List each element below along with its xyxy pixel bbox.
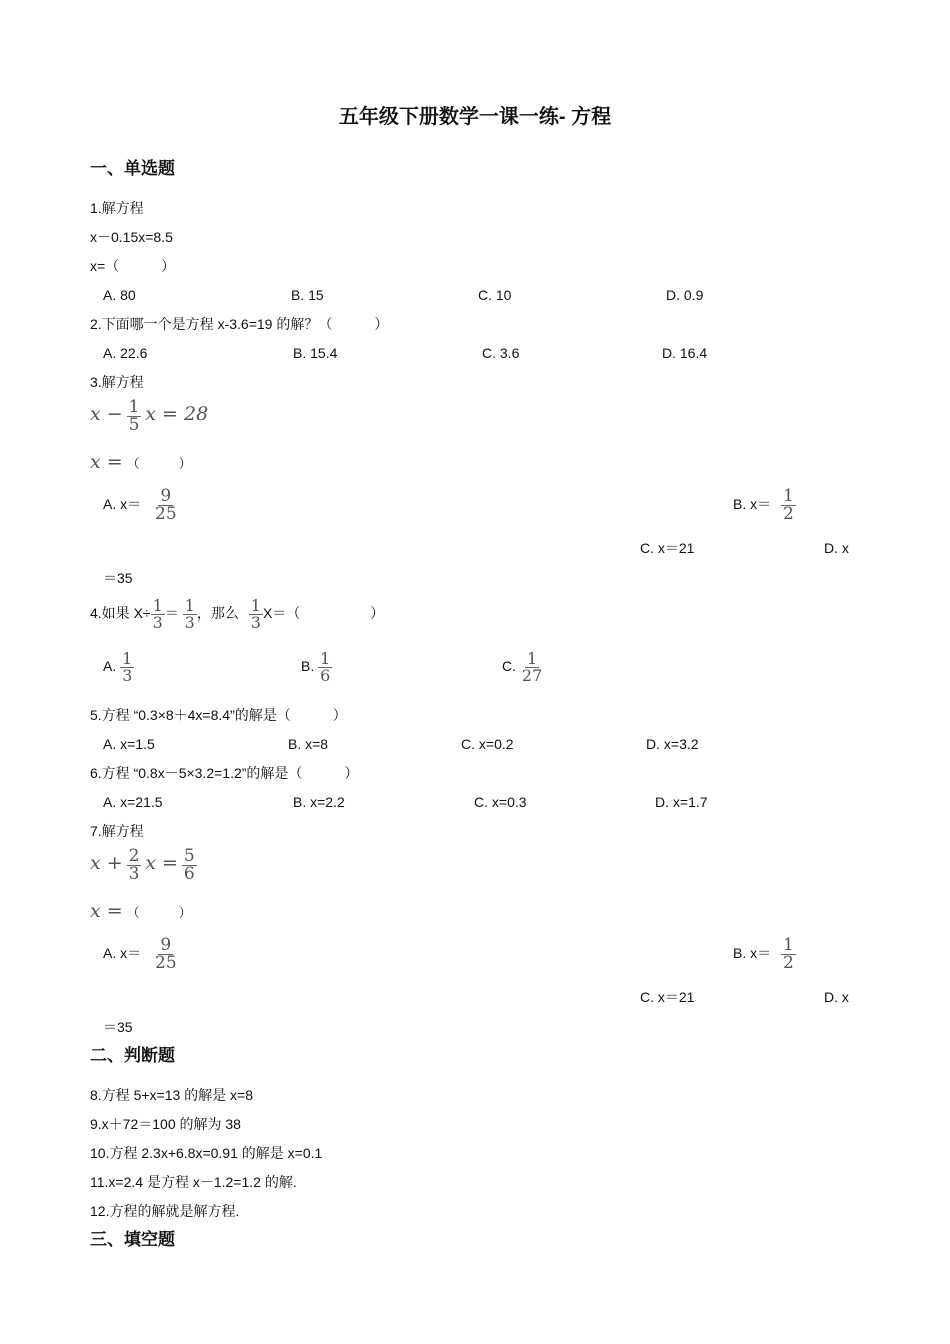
question-1-equation: x－0.15x=8.5 — [90, 229, 173, 245]
fraction — [781, 485, 796, 524]
answer-paren: （ ） — [126, 905, 192, 920]
judge-question-9: 9.x＋72＝100 的解为 38 — [90, 1116, 241, 1132]
option-label: A. — [103, 658, 117, 674]
judge-question-12: 12.方程的解就是解方程. — [90, 1203, 240, 1219]
equation-part: x + — [90, 852, 123, 874]
fraction — [249, 595, 263, 632]
fraction-denominator: 25 — [155, 952, 177, 973]
fraction-numerator: 1 — [152, 595, 163, 615]
answer-paren: （ ） — [126, 456, 192, 471]
question-2-option-b[interactable]: B. 15.4 — [293, 345, 338, 361]
fraction-numerator: 1 — [250, 595, 261, 615]
question-7-option-c[interactable]: C. x＝21 — [640, 989, 695, 1005]
equals-sign: ＝ — [164, 605, 179, 621]
question-1-option-d[interactable]: D. 0.9 — [666, 287, 704, 303]
option-label: C. — [502, 658, 516, 674]
question-3-option-d[interactable]: D. x — [824, 540, 849, 556]
fraction — [127, 845, 142, 884]
fraction-numerator: 1 — [128, 396, 140, 417]
question-3-option-c[interactable]: C. x＝21 — [640, 540, 695, 556]
stem-text: 4.如果 X÷ — [90, 605, 151, 621]
section-heading-single-choice: 一、单选题 — [90, 159, 175, 178]
fraction-denominator: 2 — [783, 503, 794, 524]
question-1-option-c[interactable]: C. 10 — [478, 287, 512, 303]
question-3-option-d-continued: ＝35 — [103, 570, 133, 586]
question-4-stem — [90, 593, 384, 633]
question-5-option-b[interactable]: B. x=8 — [288, 736, 329, 752]
fraction-numerator: 1 — [526, 648, 538, 668]
fraction — [153, 485, 179, 524]
question-3-answer-blank — [90, 450, 192, 476]
question-5-option-a[interactable]: A. x=1.5 — [103, 736, 155, 752]
question-7-option-b[interactable] — [733, 931, 796, 975]
fraction — [127, 396, 142, 435]
fraction-denominator: 3 — [152, 612, 163, 632]
question-6-option-a[interactable]: A. x=21.5 — [103, 794, 163, 810]
fraction-denominator: 6 — [183, 863, 195, 884]
equation-part: x − — [90, 403, 123, 425]
stem-text: X＝（ ） — [262, 605, 385, 621]
question-5-option-d[interactable]: D. x=3.2 — [646, 736, 699, 752]
question-2-option-a[interactable]: A. 22.6 — [103, 345, 148, 361]
judge-question-10: 10.方程 2.3x+6.8x=0.91 的解是 x=0.1 — [90, 1145, 323, 1161]
question-6-stem: 6.方程 “0.8x－5×3.2=1.2”的解是（ ） — [90, 765, 359, 781]
fraction-numerator: 5 — [183, 845, 195, 866]
question-3-stem: 3.解方程 — [90, 374, 144, 390]
fraction-denominator: 27 — [521, 665, 543, 685]
fraction-denominator: 5 — [128, 414, 140, 435]
question-6-option-b[interactable]: B. x=2.2 — [293, 794, 345, 810]
question-7-option-d[interactable]: D. x — [824, 989, 849, 1005]
option-label: B. — [301, 658, 315, 674]
option-label: B. x＝ — [733, 496, 772, 512]
fraction — [153, 934, 179, 973]
fraction — [318, 648, 332, 685]
fraction-denominator: 3 — [128, 863, 140, 884]
fraction-denominator: 3 — [122, 665, 133, 685]
question-1-stem: 1.解方程 — [90, 200, 144, 216]
judge-question-8: 8.方程 5+x=13 的解是 x=8 — [90, 1087, 254, 1103]
fraction — [120, 648, 134, 685]
question-1-answer-blank: x=（ ） — [90, 258, 176, 274]
answer-variable: x = — [90, 451, 123, 473]
question-7-equation — [90, 845, 197, 883]
question-3-option-a[interactable] — [103, 482, 179, 526]
fraction — [151, 595, 165, 632]
fraction — [520, 648, 544, 685]
question-2-option-d[interactable]: D. 16.4 — [662, 345, 708, 361]
question-2-stem: 2.下面哪一个是方程 x-3.6=19 的解？（ ） — [90, 316, 389, 332]
fraction — [781, 934, 796, 973]
fraction-numerator: 1 — [320, 648, 331, 668]
question-4-option-c[interactable] — [502, 646, 544, 686]
question-6-option-d[interactable]: D. x=1.7 — [655, 794, 708, 810]
equation-part: x = 28 — [145, 403, 209, 425]
question-7-answer-blank — [90, 899, 192, 925]
question-1-option-a[interactable]: A. 80 — [103, 287, 136, 303]
fraction-denominator: 3 — [184, 612, 195, 632]
section-heading-true-false: 二、判断题 — [90, 1046, 175, 1065]
question-7-option-a[interactable] — [103, 931, 179, 975]
page-title: 五年级下册数学一课一练- 方程 — [338, 106, 612, 128]
question-7-option-d-continued: ＝35 — [103, 1019, 133, 1035]
question-2-option-c[interactable]: C. 3.6 — [482, 345, 520, 361]
question-6-option-c[interactable]: C. x=0.3 — [474, 794, 527, 810]
question-4-option-a[interactable] — [103, 646, 134, 686]
option-label: A. x＝ — [103, 496, 142, 512]
fraction-denominator: 2 — [783, 952, 794, 973]
fraction-numerator: 1 — [783, 934, 794, 955]
judge-question-11: 11.x=2.4 是方程 x－1.2=1.2 的解. — [90, 1174, 297, 1190]
fraction — [183, 595, 197, 632]
fraction-numerator: 2 — [128, 845, 140, 866]
fraction-numerator: 9 — [160, 934, 172, 955]
option-label: B. x＝ — [733, 945, 772, 961]
question-3-equation — [90, 396, 208, 434]
fraction-numerator: 9 — [160, 485, 172, 506]
question-5-stem: 5.方程 “0.3×8＋4x=8.4”的解是（ ） — [90, 707, 347, 723]
stem-text: ，那么 — [196, 605, 239, 621]
question-3-option-b[interactable] — [733, 482, 796, 526]
question-7-stem: 7.解方程 — [90, 823, 144, 839]
answer-variable: x = — [90, 900, 123, 922]
question-4-option-b[interactable] — [301, 646, 332, 686]
fraction-numerator: 1 — [783, 485, 794, 506]
fraction-numerator: 1 — [122, 648, 133, 668]
fraction-denominator: 25 — [155, 503, 177, 524]
fraction — [182, 845, 197, 884]
fraction-denominator: 6 — [320, 665, 331, 685]
option-label: A. x＝ — [103, 945, 142, 961]
question-5-option-c[interactable]: C. x=0.2 — [461, 736, 514, 752]
question-1-option-b[interactable]: B. 15 — [291, 287, 324, 303]
fraction-denominator: 3 — [250, 612, 261, 632]
fraction-numerator: 1 — [184, 595, 195, 615]
equation-part: x = — [145, 852, 178, 874]
section-heading-fill-blank: 三、填空题 — [90, 1230, 175, 1249]
